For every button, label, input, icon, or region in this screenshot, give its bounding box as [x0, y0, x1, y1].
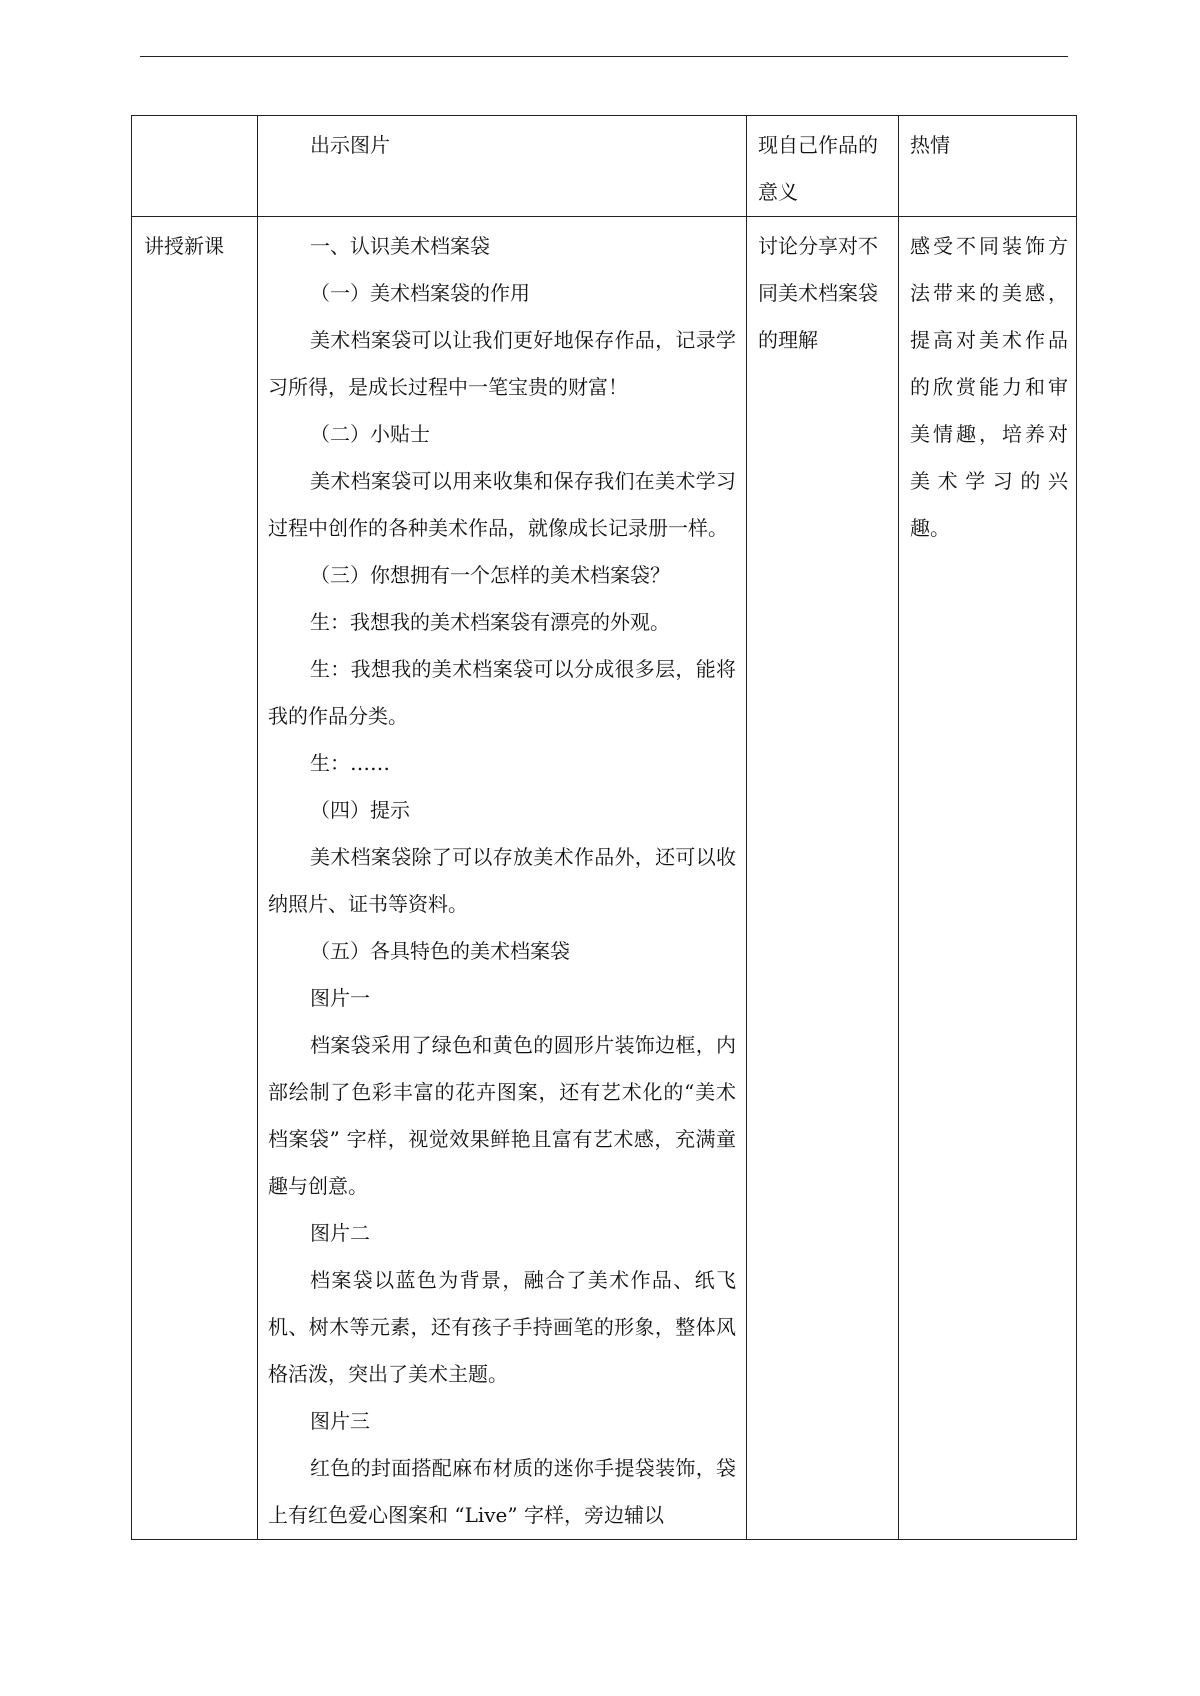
lesson-plan-table: [131, 115, 1077, 1540]
table-row: [132, 217, 1077, 1540]
design-intent-cell: [899, 116, 1077, 217]
content-paragraph: 档案袋以蓝色为背景，融合了美术作品、纸飞机、树木等元素，还有孩子手持画笔的形象，整体风格活泼，突出了美术主题。: [268, 1268, 736, 1386]
stage-text: 讲授新课: [144, 234, 224, 258]
image-caption: 图片三: [310, 1409, 370, 1433]
subsection-heading: （一）美术档案袋的作用: [310, 281, 530, 305]
subsection-heading: （四）提示: [310, 798, 410, 822]
content-paragraph: 美术档案袋除了可以存放美术作品外，还可以收纳照片、证书等资料。: [268, 845, 736, 916]
design-intent-cell: [899, 217, 1077, 1540]
section-heading: 一、认识美术档案袋: [310, 234, 490, 258]
content-paragraph: 出示图片: [310, 133, 390, 157]
header-rule: [140, 56, 1068, 57]
image-caption: 图片一: [310, 986, 370, 1010]
student-activity-cell: [747, 217, 899, 1540]
subsection-heading: （五）各具特色的美术档案袋: [310, 939, 570, 963]
content-cell: [258, 116, 747, 217]
stage-text: [132, 116, 257, 122]
design-intent-text: 感受不同装饰方法带来的美感，提高对美术作品的欣赏能力和审美情趣，培养对美术学习的兴趣。: [910, 234, 1068, 540]
content-paragraph: 美术档案袋可以让我们更好地保存作品，记录学习所得，是成长过程中一笔宝贵的财富！: [268, 328, 736, 399]
student-activity-text: 现自己作品的意义: [758, 133, 878, 204]
stage-cell: [132, 116, 258, 217]
student-activity-cell: [747, 116, 899, 217]
content-paragraph: 红色的封面搭配麻布材质的迷你手提袋装饰，袋上有红色爱心图案和 “Live” 字样，旁边辅以: [268, 1456, 736, 1527]
design-intent-text: 热情: [910, 133, 950, 157]
table-row: [132, 116, 1077, 217]
content-paragraph: 档案袋采用了绿色和黄色的圆形片装饰边框，内部绘制了色彩丰富的花卉图案，还有艺术化的“美术档案袋” 字样，视觉效果鲜艳且富有艺术感，充满童趣与创意。: [268, 1033, 736, 1198]
subsection-heading: （二）小贴士: [310, 422, 430, 446]
student-answer: 生：……: [310, 751, 390, 775]
subsection-heading: （三）你想拥有一个怎样的美术档案袋？: [310, 563, 670, 587]
student-activity-text: 讨论分享对不同美术档案袋的理解: [758, 234, 878, 352]
content-body: [258, 217, 746, 1539]
stage-cell: [132, 217, 258, 1540]
content-cell: [258, 217, 747, 1540]
student-answer: 生：我想我的美术档案袋可以分成很多层，能将我的作品分类。: [268, 657, 736, 728]
image-caption: 图片二: [310, 1221, 370, 1245]
student-answer: 生：我想我的美术档案袋有漂亮的外观。: [310, 610, 670, 634]
content-paragraph: 美术档案袋可以用来收集和保存我们在美术学习过程中创作的各种美术作品，就像成长记录册一样。: [268, 469, 736, 540]
